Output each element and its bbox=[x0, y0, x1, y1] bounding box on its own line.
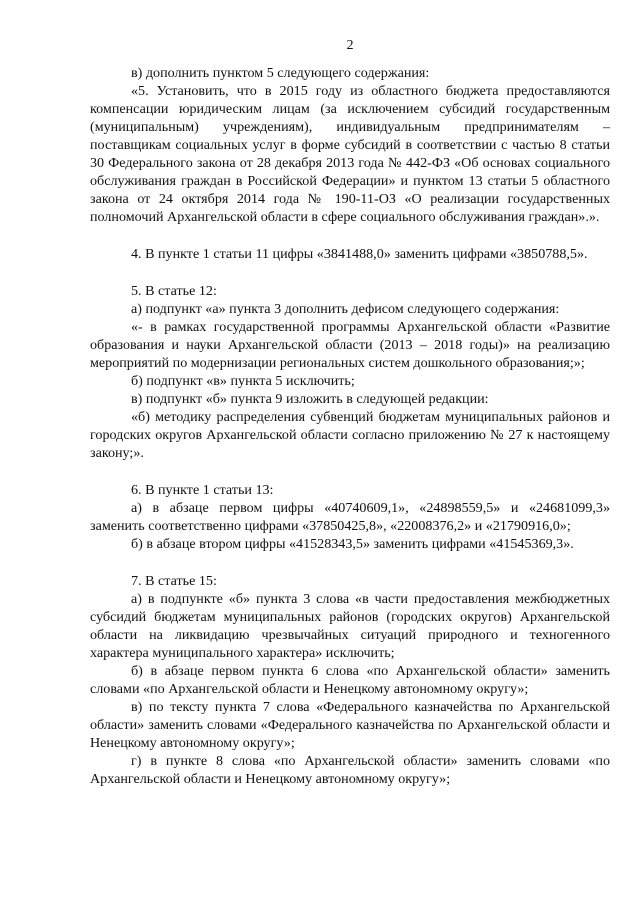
document-page bbox=[90, 36, 610, 788]
paragraph: «б) методику распределения субвенций бюджетам муниципальных районов и городских округов Архангельской области согласно приложению № 27 к настоящему закону;». bbox=[90, 409, 610, 461]
paragraph-spacer bbox=[90, 263, 610, 282]
paragraph: 4. В пункте 1 статьи 11 цифры «3841488,0» заменить цифрами «3850788,5». bbox=[131, 246, 588, 262]
paragraph: в) подпункт «б» пункта 9 изложить в следующей редакции: bbox=[131, 391, 489, 407]
paragraph: «5. Установить, что в 2015 году из областного бюджета предоставляются компенсации юридическим лицам (за исключением субсидий государственным (муниципальным) учреждениям), индивидуальным предпринимателям – поставщикам социальных услуг в форме субсидий в соответствии с частью 8 статьи 30 Федерального закона от 28 декабря 2013 года № 442-ФЗ «Об основах социального обслуживания граждан в Российской Федерации» и пунктом 13 статьи 5 областного закона от 24 октября 2014 года № 190-11-ОЗ «О реализации государственных полномочий Архангельской области в сфере социального обслуживания граждан».». bbox=[90, 83, 610, 225]
paragraph: а) в подпункте «б» пункта 3 слова «в части предоставления межбюджетных субсидий бюджетам муниципальных районов (городских округов) Архангельской области на ликвидацию чрезвычайных ситуаций природного и техногенного характера муниципального характера» исключить; bbox=[90, 591, 610, 661]
paragraph: 7. В статье 15: bbox=[131, 573, 217, 589]
paragraph: б) в абзаце первом пункта 6 слова «по Архангельской области» заменить словами «по Архангельской области и Ненецкому автономному округу»; bbox=[90, 663, 610, 697]
paragraph: а) в абзаце первом цифры «40740609,1», «24898559,5» и «24681099,3» заменить соответственно цифрами «37850425,8», «22008376,2» и «21790916,0»; bbox=[90, 500, 610, 534]
paragraph: б) подпункт «в» пункта 5 исключить; bbox=[131, 373, 355, 389]
paragraph-spacer bbox=[90, 553, 610, 572]
paragraph: 6. В пункте 1 статьи 13: bbox=[131, 482, 274, 498]
paragraph-spacer bbox=[90, 226, 610, 245]
document-body bbox=[90, 64, 610, 788]
paragraph: 5. В статье 12: bbox=[131, 283, 217, 299]
paragraph: «- в рамках государственной программы Архангельской области «Развитие образования и науки Архангельской области (2013 – 2018 годы)» на реализацию мероприятий по модернизации региональных систем дошкольного образования;»; bbox=[90, 319, 610, 371]
paragraph: б) в абзаце втором цифры «41528343,5» заменить цифрами «41545369,3». bbox=[131, 536, 574, 552]
page-number: 2 bbox=[346, 37, 354, 53]
paragraph: в) дополнить пунктом 5 следующего содержания: bbox=[131, 65, 430, 81]
paragraph-spacer bbox=[90, 462, 610, 481]
paragraph: г) в пункте 8 слова «по Архангельской области» заменить словами «по Архангельской области и Ненецкому автономному округу»; bbox=[90, 753, 610, 787]
paragraph: в) по тексту пункта 7 слова «Федерального казначейства по Архангельской области» заменить словами «Федерального казначейства по Архангельской области и Ненецкому автономному округу»; bbox=[90, 699, 610, 751]
paragraph: а) подпункт «а» пункта 3 дополнить дефисом следующего содержания: bbox=[131, 301, 560, 317]
